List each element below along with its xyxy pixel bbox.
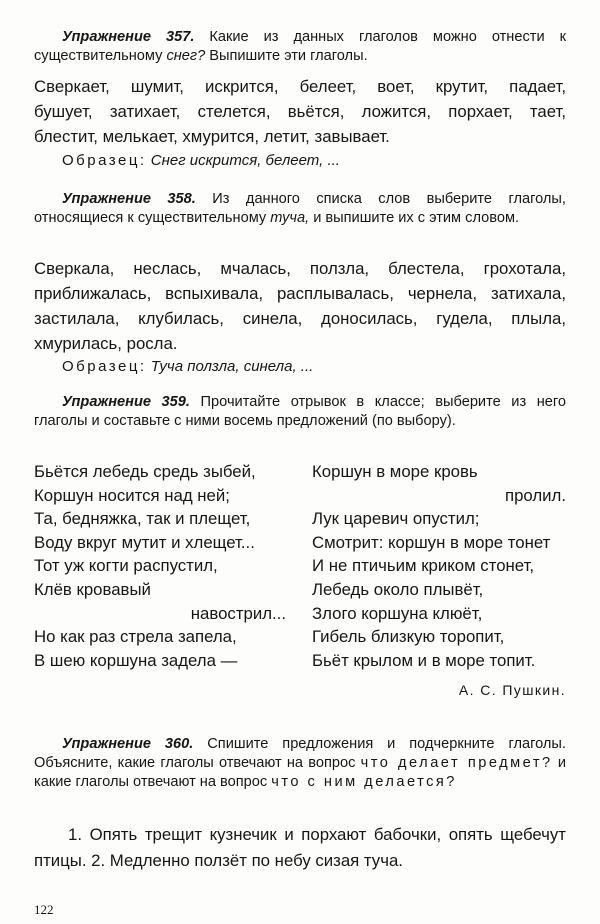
exercise-357-words: Сверкает, шумит, искрится, белеет, воет, крутит, падает, бушует, затихает, стелется, вьётся, ложится, порхает, тает, блестит, мелькает, хмурится, летит, завывает. xyxy=(34,77,566,146)
exercise-359-title: Упражнение 359. xyxy=(62,394,190,410)
page-number: 122 xyxy=(34,902,54,917)
exercise-357-sample: Образец: Снег искрится, белеет, ... xyxy=(62,152,340,169)
exercise-358-title: Упражнение 358. xyxy=(62,191,196,207)
poem-author: А. С. Пушкин. xyxy=(458,682,566,698)
exercise-357-title: Упражнение 357. xyxy=(62,29,195,45)
exercise-359-task: Упражнение 359. Прочитайте отрывок в классе; выберите из него глаголы и составьте с ними восемь предложений (по выбору). xyxy=(34,394,566,429)
exercise-357-task: Упражнение 357. Какие из данных глаголов можно отнести к существительному снег? Выпишите эти глаголы. xyxy=(34,29,566,64)
exercise-360-sentences: 1. Опять трещит кузнечик и порхают бабочки, опять щебечут птицы. 2. Медленно ползёт по небу сизая туча. xyxy=(34,825,566,870)
exercise-360-title: Упражнение 360. xyxy=(62,736,194,752)
poem-right-column: Коршун в море кровь пролил. Лук царевич опустил; Смотрит: коршун в море тонет И не птичьим криком стонет, Лебедь около плывёт, Злого коршуна клюёт, Гибель близкую торопит, Бьёт крылом и в море топит. xyxy=(312,462,566,670)
poem-left-column: Бьётся лебедь средь зыбей, Коршун носится над ней; Та, бедняжка, так и плещет, Воду вкруг мутит и хлещет... Тот уж когти распустил, Клёв кровавый навострил... Но как раз стрела запела, В шею коршуна задела — xyxy=(34,462,286,670)
exercise-358-sample: Образец: Туча ползла, синела, ... xyxy=(62,358,314,375)
exercise-358-task: Упражнение 358. Из данного списка слов выберите глаголы, относящиеся к существительному туча, и выпишите их с этим словом. xyxy=(34,191,566,226)
exercise-360-task: Упражнение 360. Спишите предложения и подчеркните глаголы. Объясните, какие глаголы отвечают на вопрос что делает предмет? и какие глаголы отвечают на вопрос что с ним делается? xyxy=(34,736,566,790)
exercise-358-words: Сверкала, неслась, мчалась, ползла, блестела, грохотала, приближалась, вспыхивала, расплывалась, чернела, затихала, застилала, клубилась, синела, доносилась, гудела, плыла, хмурилась, росла. xyxy=(34,259,566,353)
